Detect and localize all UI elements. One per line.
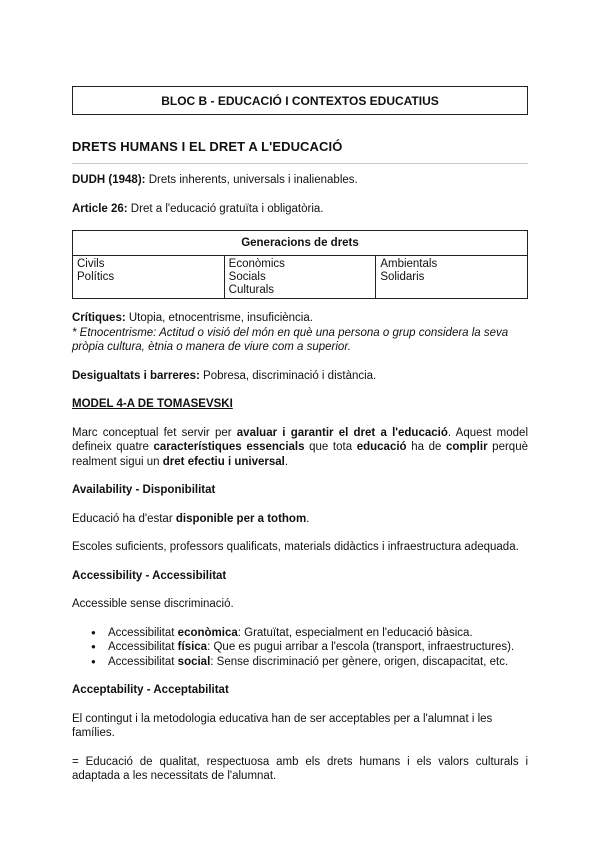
dudh-text: Drets inherents, universals i inalienables. bbox=[145, 174, 358, 186]
model-bold: complir bbox=[446, 441, 488, 454]
availability-text: Educació ha d'estar bbox=[72, 512, 176, 525]
acceptability-heading: Acceptability - Acceptabilitat bbox=[72, 684, 229, 697]
model-bold: educació bbox=[356, 441, 407, 454]
availability-bold: disponible per a tothom bbox=[175, 512, 307, 525]
model-bold: característiques essencials bbox=[153, 441, 305, 454]
availability-text: . bbox=[306, 512, 310, 525]
table-row bbox=[73, 256, 528, 299]
bloc-title: BLOC B - EDUCACIÓ I CONTEXTOS EDUCATIUS bbox=[161, 93, 439, 108]
dudh-label: DUDH (1948): bbox=[72, 174, 146, 186]
list-item-bold: física bbox=[177, 641, 208, 654]
critiques-line bbox=[72, 311, 528, 326]
rights-generations-table bbox=[72, 230, 528, 299]
table-cell-line: Ambientals bbox=[380, 258, 438, 270]
table-header: Generacions de drets bbox=[73, 231, 528, 256]
list-item-bold: econòmica bbox=[177, 626, 238, 639]
list-item-text: : Que es pugui arribar a l'escola (transport, infraestructures). bbox=[207, 641, 515, 654]
bloc-title-box bbox=[72, 86, 528, 115]
model-bold: avaluar i garantir el dret a l'educació bbox=[236, 426, 448, 439]
accessibility-list bbox=[72, 626, 528, 670]
list-item bbox=[108, 655, 528, 670]
etnocentrisme-note: * Etnocentrisme: Actitud o visió del món en què una persona o grup considera la seva pròpia cultura, ètnia o manera de viure com a superior. bbox=[72, 326, 509, 354]
section-divider bbox=[72, 163, 528, 164]
desigualtats-label: Desigualtats i barreres: bbox=[72, 369, 200, 382]
model-bold: dret efectiu i universal bbox=[162, 455, 285, 468]
model-paragraph bbox=[72, 426, 528, 470]
list-item bbox=[108, 626, 528, 641]
document-page bbox=[72, 86, 528, 784]
model-text: ha de bbox=[406, 441, 447, 454]
desigualtats-text: Pobresa, discriminació i distància. bbox=[199, 369, 377, 382]
table-cell-line: Econòmics bbox=[228, 258, 285, 270]
model-text: Marc conceptual fet servir per bbox=[72, 426, 237, 439]
article-label: Article 26: bbox=[72, 202, 128, 215]
accessibility-heading: Accessibility - Accessibilitat bbox=[72, 569, 227, 582]
table-cell-line: Polítics bbox=[77, 270, 115, 283]
availability-heading: Availability - Disponibilitat bbox=[72, 484, 216, 497]
table-cell-second-gen bbox=[224, 256, 376, 299]
table-cell-line: Socials bbox=[228, 270, 266, 283]
table-cell-line: Civils bbox=[77, 258, 105, 270]
list-item-text: Accessibilitat bbox=[108, 626, 178, 639]
list-item-text: Accessibilitat bbox=[108, 641, 178, 654]
list-item bbox=[108, 640, 528, 655]
table-cell-third-gen bbox=[376, 256, 528, 299]
list-item-text: : Sense discriminació per gènere, origen, discapacitat, etc. bbox=[210, 655, 509, 668]
accessibility-para: Accessible sense discriminació. bbox=[72, 598, 234, 611]
acceptability-detail: = Educació de qualitat, respectuosa amb els drets humans i els valors culturals i adaptada a les necessitats de l'alumnat. bbox=[72, 755, 528, 783]
model-text: perquè realment sigui un bbox=[72, 441, 528, 468]
acceptability-para: El contingut i la metodologia educativa han de ser acceptables per a l'alumnat i les famílies. bbox=[72, 712, 493, 740]
article-line bbox=[72, 202, 528, 217]
table-cell-first-gen bbox=[73, 256, 225, 299]
critiques-label: Crítiques: bbox=[72, 312, 126, 325]
list-item-bold: social bbox=[177, 655, 211, 668]
list-item-text: : Gratuïtat, especialment en l'educació bàsica. bbox=[237, 626, 473, 639]
availability-para bbox=[72, 512, 528, 527]
availability-detail: Escoles suficients, professors qualificats, materials didàctics i infraestructura adequada. bbox=[72, 541, 519, 554]
critiques-text: Utopia, etnocentrisme, insuficiència. bbox=[125, 312, 313, 325]
dudh-line bbox=[72, 173, 528, 188]
model-text: que tota bbox=[304, 441, 357, 454]
model-text: . bbox=[284, 455, 289, 468]
list-item-text: Accessibilitat bbox=[108, 655, 178, 668]
model-text: . Aquest model defineix quatre bbox=[72, 426, 528, 454]
article-text: Dret a l'educació gratuïta i obligatòria. bbox=[127, 202, 324, 215]
desigualtats-line bbox=[72, 369, 528, 384]
model-title: MODEL 4-A DE TOMASEVSKI bbox=[72, 398, 233, 411]
table-cell-line: Culturals bbox=[228, 283, 275, 296]
section-title: DRETS HUMANS I EL DRET A L'EDUCACIÓ bbox=[72, 139, 343, 154]
table-cell-line: Solidaris bbox=[380, 270, 425, 283]
